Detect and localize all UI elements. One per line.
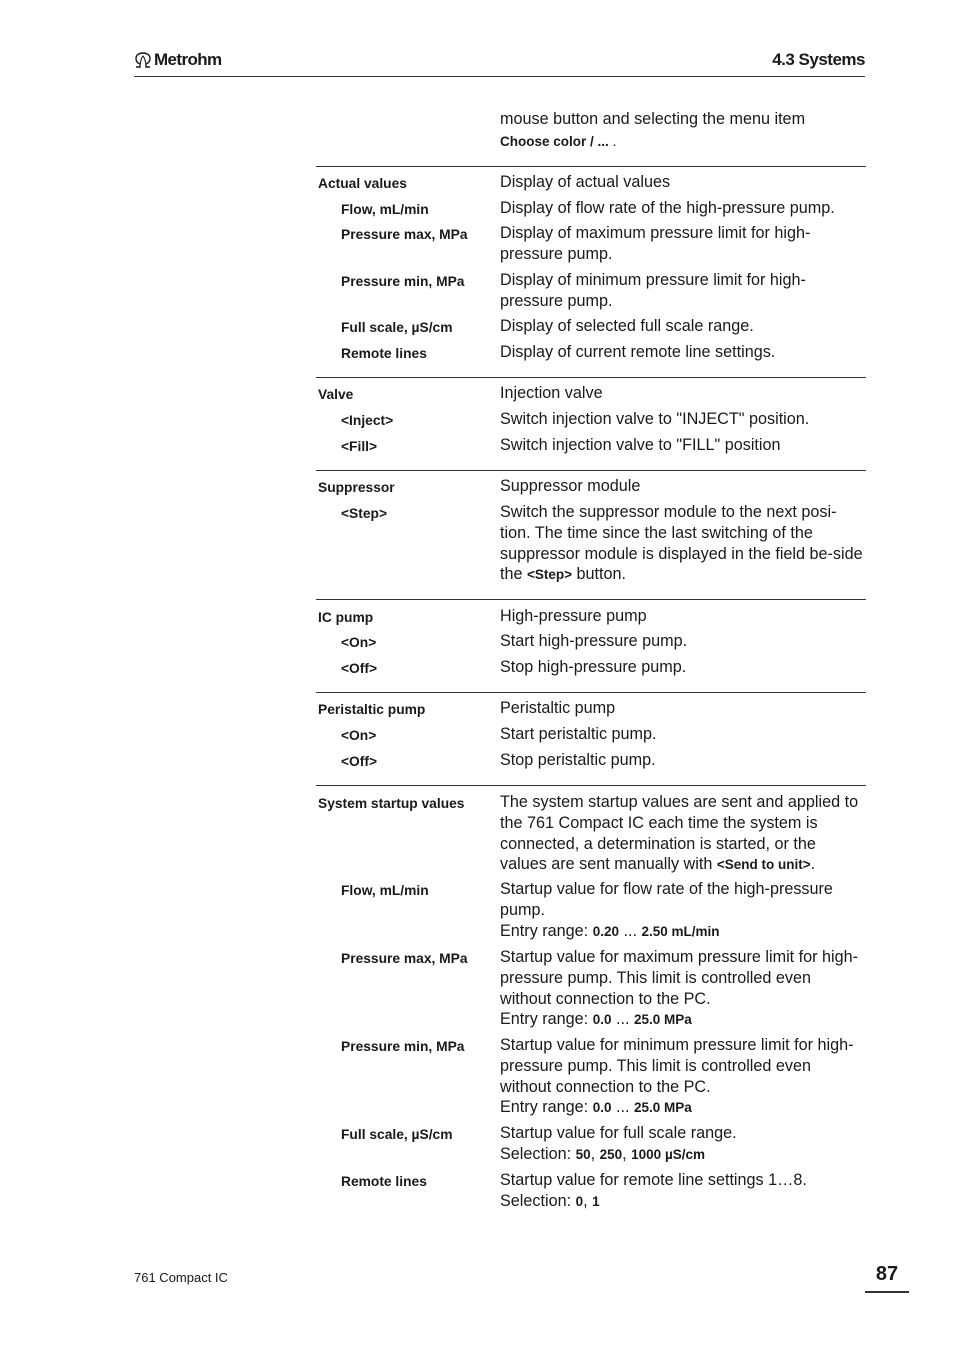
label-startup-pmax: Pressure max, MPa (341, 951, 468, 966)
label-valve: Valve (318, 387, 354, 402)
range-prefix: Entry range: (500, 1098, 593, 1117)
intro-text (500, 109, 865, 153)
range-min: 0.0 (592, 1100, 612, 1116)
desc-pressure-max: Display of maximum pressure limit for high-pressure pump. (500, 224, 811, 263)
desc-ic-pump-off: Stop high-pressure pump. (500, 658, 687, 676)
desc-valve: Injection valve (500, 384, 603, 402)
desc-step-text: Switch the suppressor module to the next posi-tion. The time since the last switching of the suppressor module is displayed in the field be-side the (500, 503, 863, 584)
label-peristaltic-off: <Off> (341, 754, 378, 769)
desc-step (500, 502, 865, 586)
startup-pmax-range (500, 1009, 865, 1031)
desc-flow: Display of flow rate of the high-pressure pump. (500, 199, 835, 217)
desc-startup-remote-text: Startup value for remote line settings 1…8. (500, 1171, 807, 1189)
label-startup: System startup values (318, 796, 465, 811)
range-prefix: Entry range: (500, 921, 593, 940)
selection-sep: , (622, 1144, 632, 1163)
label-fill: <Fill> (341, 439, 378, 454)
selection-sep: , (583, 1191, 593, 1210)
divider (316, 377, 866, 378)
selection-prefix: Selection: (500, 1144, 576, 1163)
label-actual-values: Actual values (318, 176, 407, 191)
menu-item-ref: Choose color / ... (500, 133, 609, 149)
step-button-ref: <Step> (527, 567, 573, 583)
desc-suppressor: Suppressor module (500, 477, 641, 495)
label-pressure-max: Pressure max, MPa (341, 227, 468, 242)
desc-startup-pmax-text: Startup value for maximum pressure limit for high-pressure pump. This limit is controlled even without connection to the PC. (500, 948, 859, 1008)
desc-full-scale: Display of selected full scale range. (500, 317, 754, 335)
label-peristaltic: Peristaltic pump (318, 702, 426, 717)
startup-flow-range (500, 921, 865, 943)
desc-step-text-end: button. (572, 565, 627, 584)
selection-option: 1000 µS/cm (631, 1146, 705, 1162)
selection-option: 50 (575, 1146, 591, 1162)
label-startup-pmin: Pressure min, MPa (341, 1039, 465, 1054)
metrohm-omega-logo-icon (134, 52, 152, 68)
startup-fs-selection (500, 1144, 865, 1166)
range-sep: ... (618, 921, 642, 940)
range-sep: ... (611, 1098, 634, 1117)
page-header (134, 46, 865, 77)
range-max: 25.0 MPa (633, 1012, 692, 1028)
range-prefix: Entry range: (500, 1010, 593, 1029)
desc-startup (500, 792, 865, 876)
desc-pressure-min: Display of minimum pressure limit for high-pressure pump. (500, 271, 806, 310)
label-pressure-min: Pressure min, MPa (341, 274, 465, 289)
desc-startup-end: . (810, 855, 816, 874)
brand-name: Metrohm (154, 50, 222, 69)
selection-option: 1 (592, 1193, 600, 1209)
label-ic-pump-on: <On> (341, 635, 377, 650)
desc-ic-pump: High-pressure pump (500, 607, 647, 625)
startup-pmin-range (500, 1097, 865, 1119)
intro-line: mouse button and selecting the menu item (500, 110, 806, 128)
desc-ic-pump-on: Start high-pressure pump. (500, 632, 688, 650)
brand (134, 50, 222, 70)
label-flow: Flow, mL/min (341, 202, 429, 217)
intro-suffix: . (608, 132, 617, 149)
selection-sep: , (590, 1144, 600, 1163)
desc-startup-pmin (500, 1035, 865, 1119)
divider (316, 166, 866, 167)
desc-startup-pmin-text: Startup value for minimum pressure limit for high-pressure pump. This limit is controlled even without connection to the PC. (500, 1036, 854, 1096)
divider (316, 599, 866, 600)
label-full-scale: Full scale, µS/cm (341, 320, 453, 335)
label-startup-remote: Remote lines (341, 1174, 427, 1189)
label-peristaltic-on: <On> (341, 728, 377, 743)
label-startup-flow: Flow, mL/min (341, 883, 429, 898)
divider (316, 470, 866, 471)
range-max: 2.50 mL/min (641, 923, 720, 939)
divider (316, 692, 866, 693)
desc-startup-pmax (500, 947, 865, 1031)
selection-option: 0 (575, 1193, 584, 1209)
label-step: <Step> (341, 506, 388, 521)
desc-startup-remote (500, 1170, 865, 1213)
range-max: 25.0 MPa (633, 1100, 692, 1116)
selection-prefix: Selection: (500, 1191, 576, 1210)
footer-product: 761 Compact IC (134, 1270, 228, 1285)
label-suppressor: Suppressor (318, 480, 395, 495)
divider (316, 785, 866, 786)
desc-fill: Switch injection valve to "FILL" position (500, 436, 781, 454)
range-min: 0.0 (592, 1012, 612, 1028)
desc-startup-flow-text: Startup value for flow rate of the high-pressure pump. (500, 880, 833, 919)
section-title: 4.3 Systems (772, 50, 865, 69)
label-ic-pump: IC pump (318, 610, 374, 625)
startup-remote-selection (500, 1191, 865, 1213)
label-remote-lines: Remote lines (341, 346, 427, 361)
page-number: 87 (865, 1263, 909, 1293)
desc-inject: Switch injection valve to "INJECT" position. (500, 410, 810, 428)
range-sep: ... (611, 1010, 634, 1029)
desc-startup-flow (500, 879, 865, 942)
label-ic-pump-off: <Off> (341, 661, 378, 676)
label-inject: <Inject> (341, 413, 394, 428)
range-min: 0.20 (592, 923, 619, 939)
desc-startup-full-scale (500, 1123, 865, 1166)
desc-peristaltic: Peristaltic pump (500, 699, 616, 717)
selection-option: 250 (599, 1146, 623, 1162)
desc-startup-text: The system startup values are sent and applied to the 761 Compact IC each time the system is connected, a determination is started, or the values are sent manually with (500, 793, 859, 874)
label-startup-full-scale: Full scale, µS/cm (341, 1127, 453, 1142)
desc-remote-lines: Display of current remote line settings. (500, 343, 776, 361)
desc-startup-fs-text: Startup value for full scale range. (500, 1124, 737, 1142)
send-to-unit-ref: <Send to unit> (716, 857, 811, 873)
desc-peristaltic-on: Start peristaltic pump. (500, 725, 657, 743)
desc-actual-values: Display of actual values (500, 173, 671, 191)
desc-peristaltic-off: Stop peristaltic pump. (500, 751, 656, 769)
